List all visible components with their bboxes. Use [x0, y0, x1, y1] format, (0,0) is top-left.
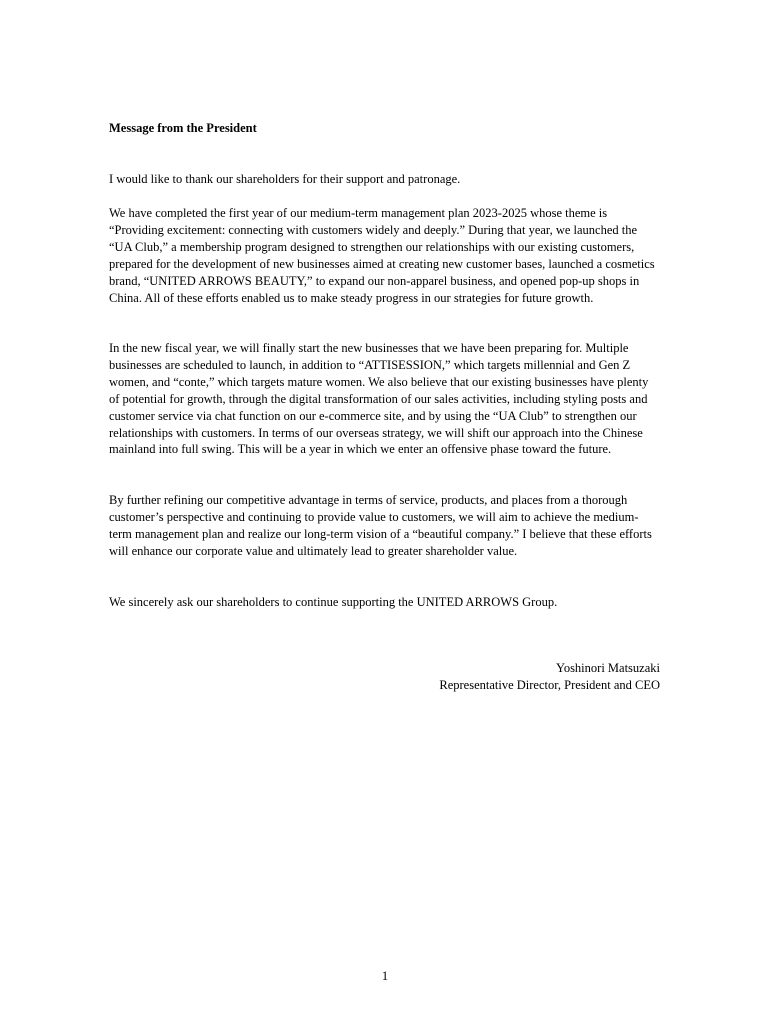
paragraph-thanks: I would like to thank our shareholders for their support and patronage. — [109, 172, 461, 186]
signature-title: Representative Director, President and CEO — [439, 678, 660, 692]
paragraph-closing: We sincerely ask our shareholders to continue supporting the UNITED ARROWS Group. — [109, 595, 558, 609]
signature-name: Yoshinori Matsuzaki — [556, 661, 660, 675]
page-number: 1 — [381, 969, 389, 983]
page-title: Message from the President — [109, 121, 257, 135]
paragraph-first-year: We have completed the first year of our medium-term management plan 2023-2025 whose theme is “Providing excitement: connecting with customers widely and deeply.” During that year, we launched the “UA Club,” a membership program designed to strengthen our relationships with our existing customers, prepared for the development of new businesses aimed at creating new customer bases, launched a cosmetics brand, “UNITED ARROWS BEAUTY,” to expand our non-apparel business, and opened pop-up shops in China. All of these efforts enabled us to make steady progress in our strategies for future growth. — [109, 206, 655, 305]
paragraph-new-fiscal-year: In the new fiscal year, we will finally start the new businesses that we have been preparing for. Multiple businesses are scheduled to launch, in addition to “ATTISESSION,” which targets millennial and Gen Z women, and “conte,” which targets mature women. We also believe that our existing businesses have plenty of potential for growth, through the digital transformation of our sales activities, including styling posts and customer service via chat function on our e-commerce site, and by using the “UA Club” to strengthen our relationships with customers. In terms of our overseas strategy, we will shift our approach into the Chinese mainland into full swing. This will be a year in which we enter an offensive phase toward the future. — [109, 341, 649, 457]
paragraph-competitive-advantage: By further refining our competitive advantage in terms of service, products, and places from a thorough customer’s perspective and continuing to provide value to customers, we will aim to achieve the medium-term management plan and realize our long-term vision of a “beautiful company.” I believe that these efforts will enhance our corporate value and ultimately lead to greater shareholder value. — [109, 493, 652, 558]
